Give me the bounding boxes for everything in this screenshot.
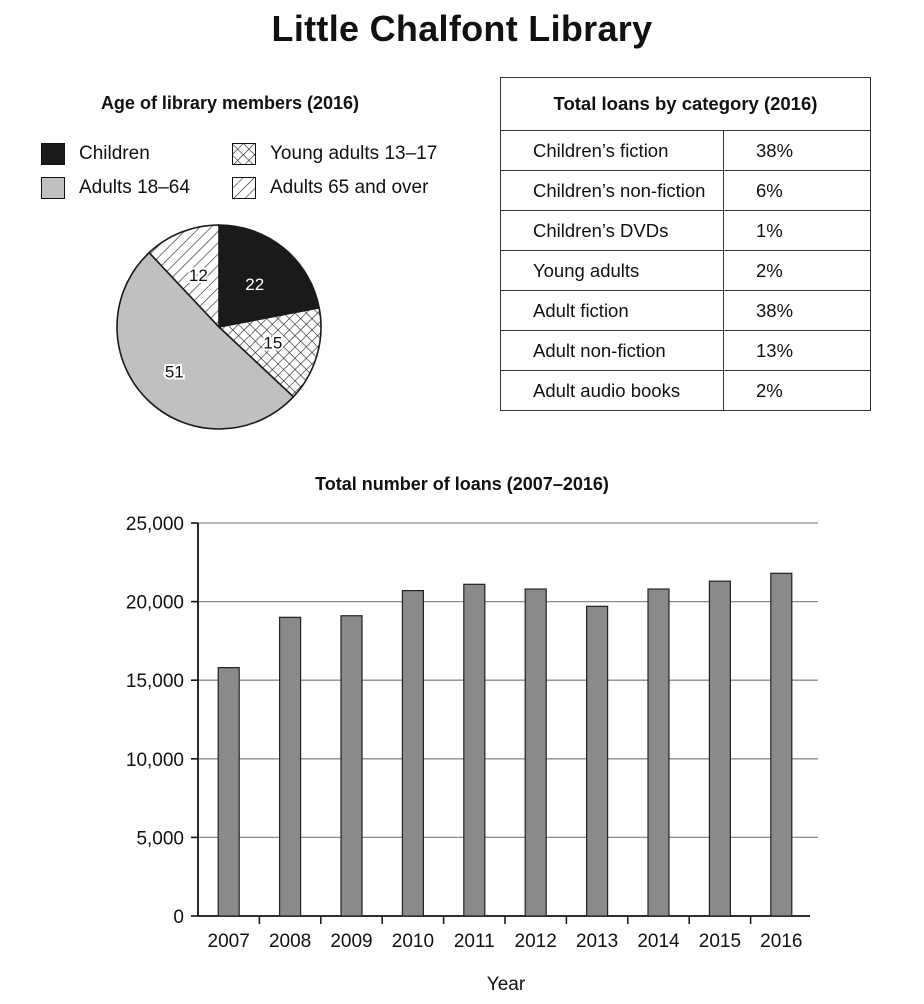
bar-2013 <box>587 606 608 916</box>
category-cell: Adult non-fiction <box>501 331 724 371</box>
x-tick-label: 2015 <box>698 931 742 952</box>
percent-cell: 38% <box>724 131 871 171</box>
table-title: Total loans by category (2016) <box>501 78 871 131</box>
bar-2012 <box>525 589 546 916</box>
table-row <box>501 211 871 251</box>
x-tick-label: 2016 <box>760 931 803 952</box>
category-cell: Adult audio books <box>501 371 724 411</box>
pie-chart-title: Age of library members (2016) <box>100 93 360 113</box>
y-tick-label: 0 <box>173 907 184 928</box>
pie-slice-value-label: 22 <box>245 274 265 294</box>
table-row <box>501 171 871 211</box>
legend-item-young-adults <box>232 143 437 165</box>
bar-2014 <box>648 589 669 916</box>
pie-slice-value-label: 15 <box>263 333 283 353</box>
category-cell: Adult fiction <box>501 291 724 331</box>
table-row <box>501 371 871 411</box>
table-row <box>501 291 871 331</box>
legend-item-adults-18-64 <box>41 177 190 199</box>
x-tick-label: 2012 <box>514 931 557 952</box>
x-axis-label: Year <box>486 974 526 995</box>
y-tick-label: 20,000 <box>125 592 184 614</box>
category-cell: Children’s DVDs <box>501 211 724 251</box>
legend-label-young-adults: Young adults 13–17 <box>270 143 438 164</box>
bar-chart-svg <box>0 500 924 999</box>
bar-2010 <box>402 591 423 916</box>
legend-swatch-young-adults <box>232 143 256 165</box>
legend-swatch-adults-65-over <box>232 177 256 199</box>
x-tick-label: 2009 <box>330 931 373 952</box>
legend-label-adults-65-over: Adults 65 and over <box>270 177 429 198</box>
legend-swatch-adults-18-64 <box>41 177 65 199</box>
y-tick-label: 5,000 <box>136 828 184 850</box>
percent-cell: 2% <box>724 251 871 291</box>
table-row <box>501 251 871 291</box>
y-tick-label: 10,000 <box>125 749 184 771</box>
legend-swatch-children <box>41 143 65 165</box>
pie-chart-svg <box>114 222 324 432</box>
bar-chart-title: Total number of loans (2007–2016) <box>315 474 609 494</box>
category-cell: Children’s fiction <box>501 131 724 171</box>
percent-cell: 1% <box>724 211 871 251</box>
legend-item-adults-65-over <box>232 177 428 199</box>
pie-chart <box>114 222 324 432</box>
bar-2016 <box>771 573 792 916</box>
pie-slice-value-label: 12 <box>188 265 208 285</box>
bar-2015 <box>709 581 730 916</box>
x-tick-label: 2010 <box>391 931 435 952</box>
x-tick-label: 2013 <box>575 931 619 952</box>
bar-chart <box>0 500 924 999</box>
x-tick-label: 2007 <box>207 931 250 952</box>
percent-cell: 38% <box>724 291 871 331</box>
category-cell: Children’s non-fiction <box>501 171 724 211</box>
percent-cell: 2% <box>724 371 871 411</box>
table-row <box>501 131 871 171</box>
legend-item-children <box>41 143 150 165</box>
y-tick-label: 25,000 <box>125 514 184 535</box>
bar-2008 <box>280 617 301 916</box>
y-tick-label: 15,000 <box>125 671 184 693</box>
page-title: Little Chalfont Library <box>271 8 653 49</box>
percent-cell: 13% <box>724 331 871 371</box>
pie-slice-value-label: 51 <box>164 362 184 382</box>
legend-label-children: Children <box>79 143 150 164</box>
percent-cell: 6% <box>724 171 871 211</box>
legend-label-adults-18-64: Adults 18–64 <box>79 177 190 198</box>
table-row <box>501 331 871 371</box>
bar-2007 <box>218 668 239 916</box>
x-tick-label: 2014 <box>637 931 680 952</box>
x-tick-label: 2011 <box>453 931 495 952</box>
category-cell: Young adults <box>501 251 724 291</box>
loans-by-category-table <box>500 77 871 411</box>
bar-2011 <box>464 584 485 916</box>
x-tick-label: 2008 <box>268 931 312 952</box>
bar-2009 <box>341 616 362 916</box>
